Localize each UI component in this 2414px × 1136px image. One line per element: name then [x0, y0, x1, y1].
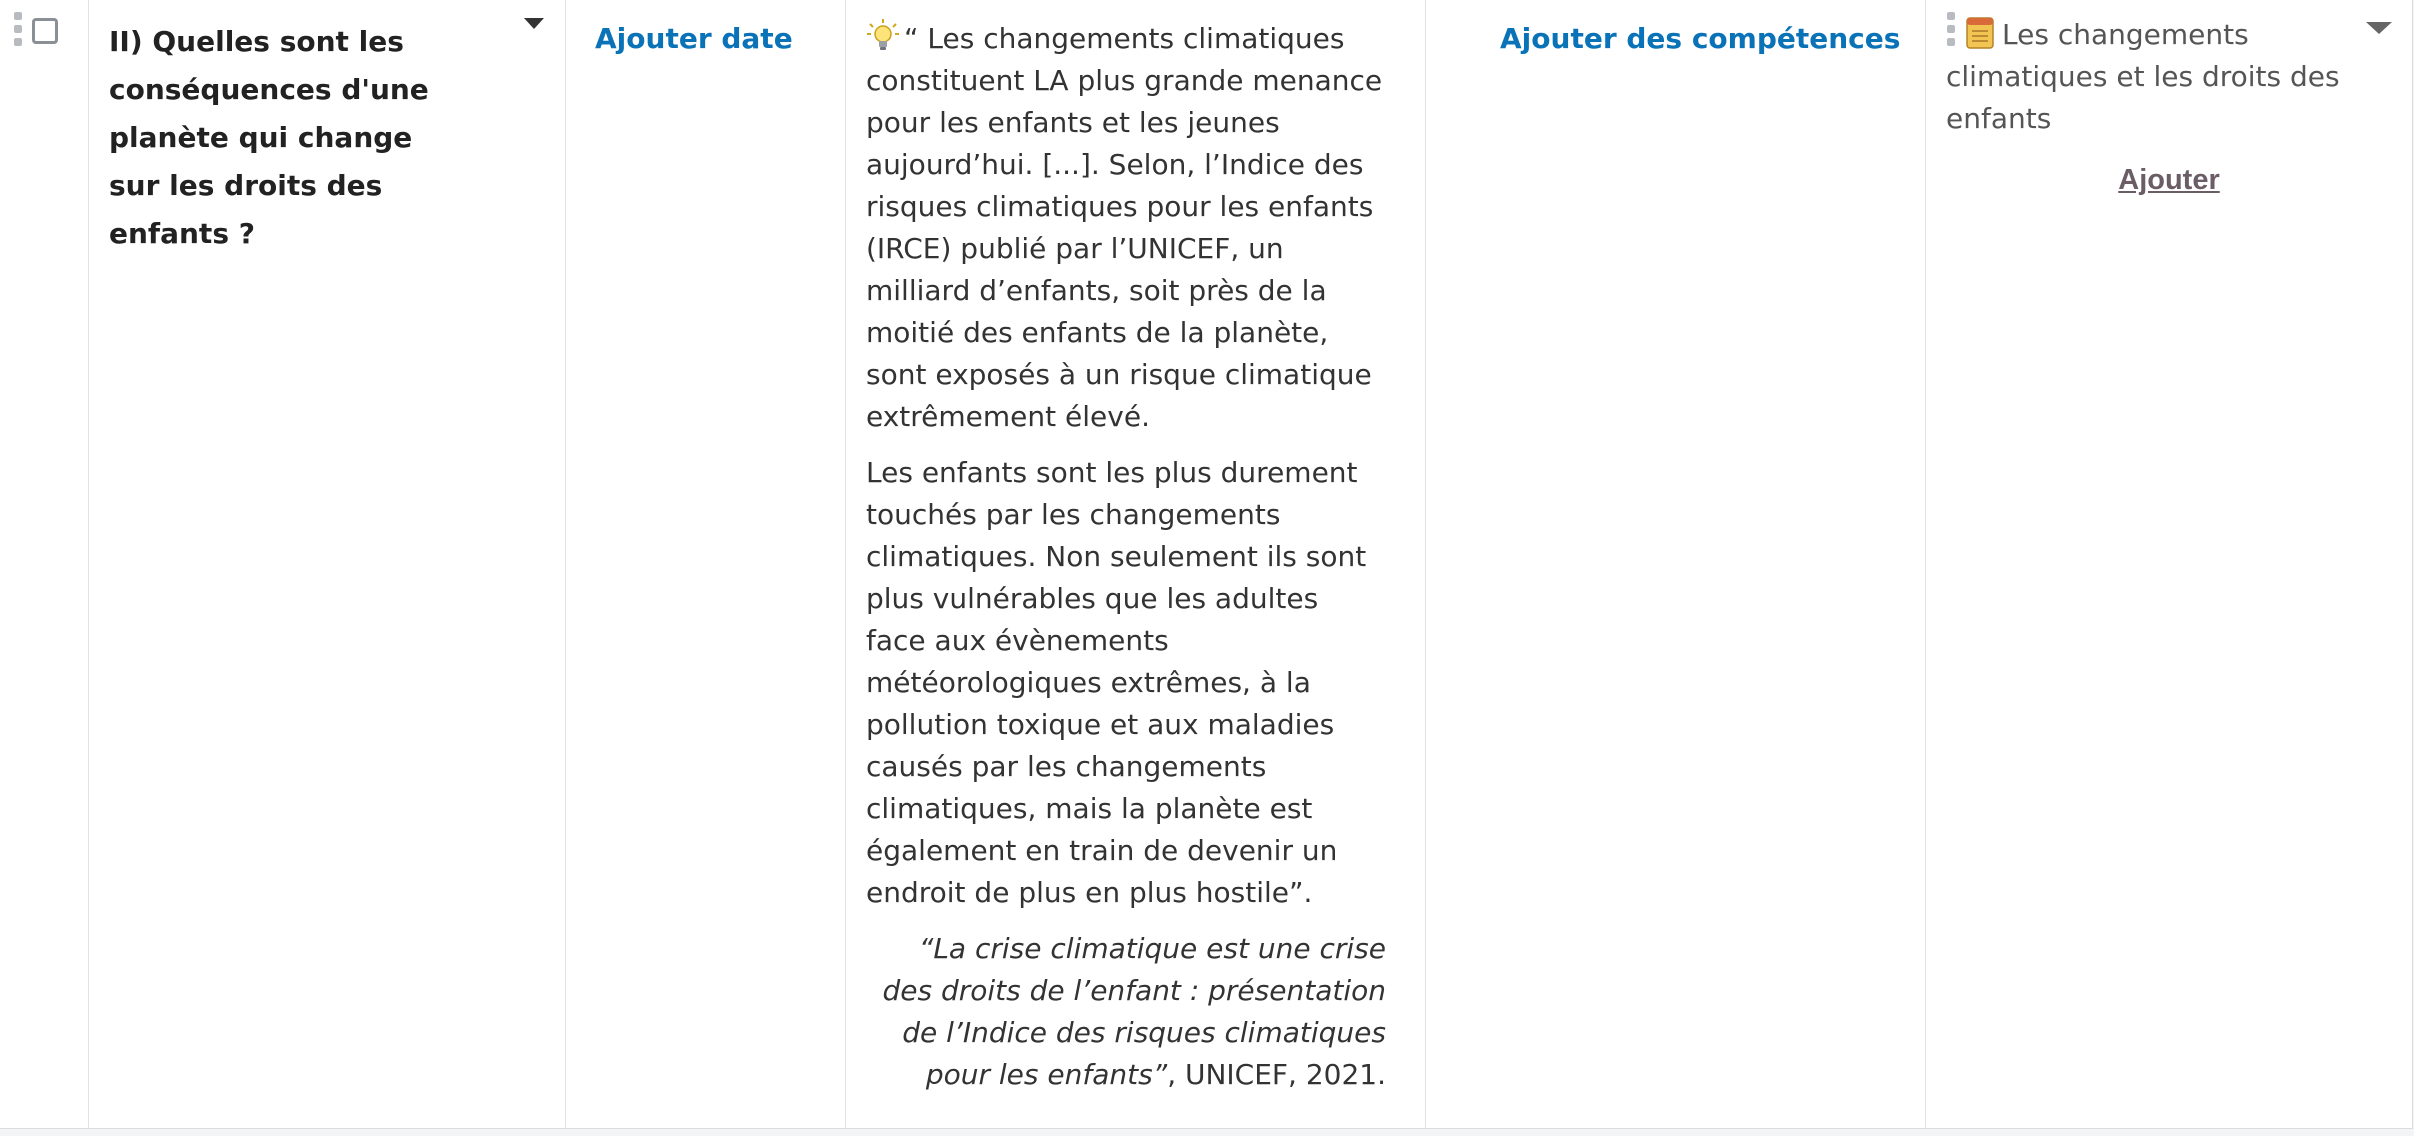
skills-cell: [1426, 0, 1926, 1128]
paragraph-1-text: “ Les changements climatiques constituent LA plus grande menance pour les enfants et les jeunes aujourd’hui. [...]. Selon, l’Indice des risques climatiques pour les enfants (IRCE) publié par l’UNICEF, un milliard d’enfants, soit près de la moitié des enfants de la planète, sont exposés à un risque climatique extrêmement élevé.: [866, 22, 1383, 433]
date-cell: [566, 0, 846, 1128]
content-cell: [846, 0, 1426, 1128]
book-icon: [1966, 17, 1994, 49]
select-cell: [0, 0, 89, 1128]
add-resource-link[interactable]: Ajouter: [2118, 164, 2220, 196]
row-checkbox[interactable]: [32, 18, 58, 44]
resource-title[interactable]: Les changements climatiques et les droits des enfants: [1946, 18, 2340, 135]
citation: [866, 928, 1386, 1096]
add-date-button[interactable]: Ajouter date: [595, 22, 793, 55]
caret-down-icon[interactable]: [524, 18, 544, 29]
resource-item: [1946, 14, 2386, 140]
paragraph-2-text: Les enfants sont les plus durement touchés par les changements climatiques. Non seulement ils sont plus vulnérables que les adultes face aux évènements météorologiques extrêmes, à la pollution toxique et aux maladies causés par les changements climatiques, mais la planète est également en train de devenir un endroit de plus en plus hostile”.: [866, 456, 1367, 909]
resources-cell: [1926, 0, 2412, 1128]
content-paragraph: [866, 18, 1386, 438]
question-cell: [89, 0, 566, 1128]
caret-down-icon[interactable]: [2366, 22, 2392, 34]
content-text: [866, 18, 1386, 1110]
drag-handle-icon[interactable]: [14, 12, 23, 51]
add-skills-button[interactable]: Ajouter des compétences: [1500, 22, 1901, 55]
citation-source: , UNICEF, 2021.: [1167, 1058, 1386, 1091]
citation-title: “La crise climatique est une crise des droits de l’enfant : présentation de l’Indice des risques climatiques pour les enfants”: [882, 932, 1386, 1091]
question-title: II) Quelles sont les conséquences d'une planète qui change sur les droits des enfants ?: [109, 25, 429, 250]
lightbulb-icon: [866, 18, 900, 52]
